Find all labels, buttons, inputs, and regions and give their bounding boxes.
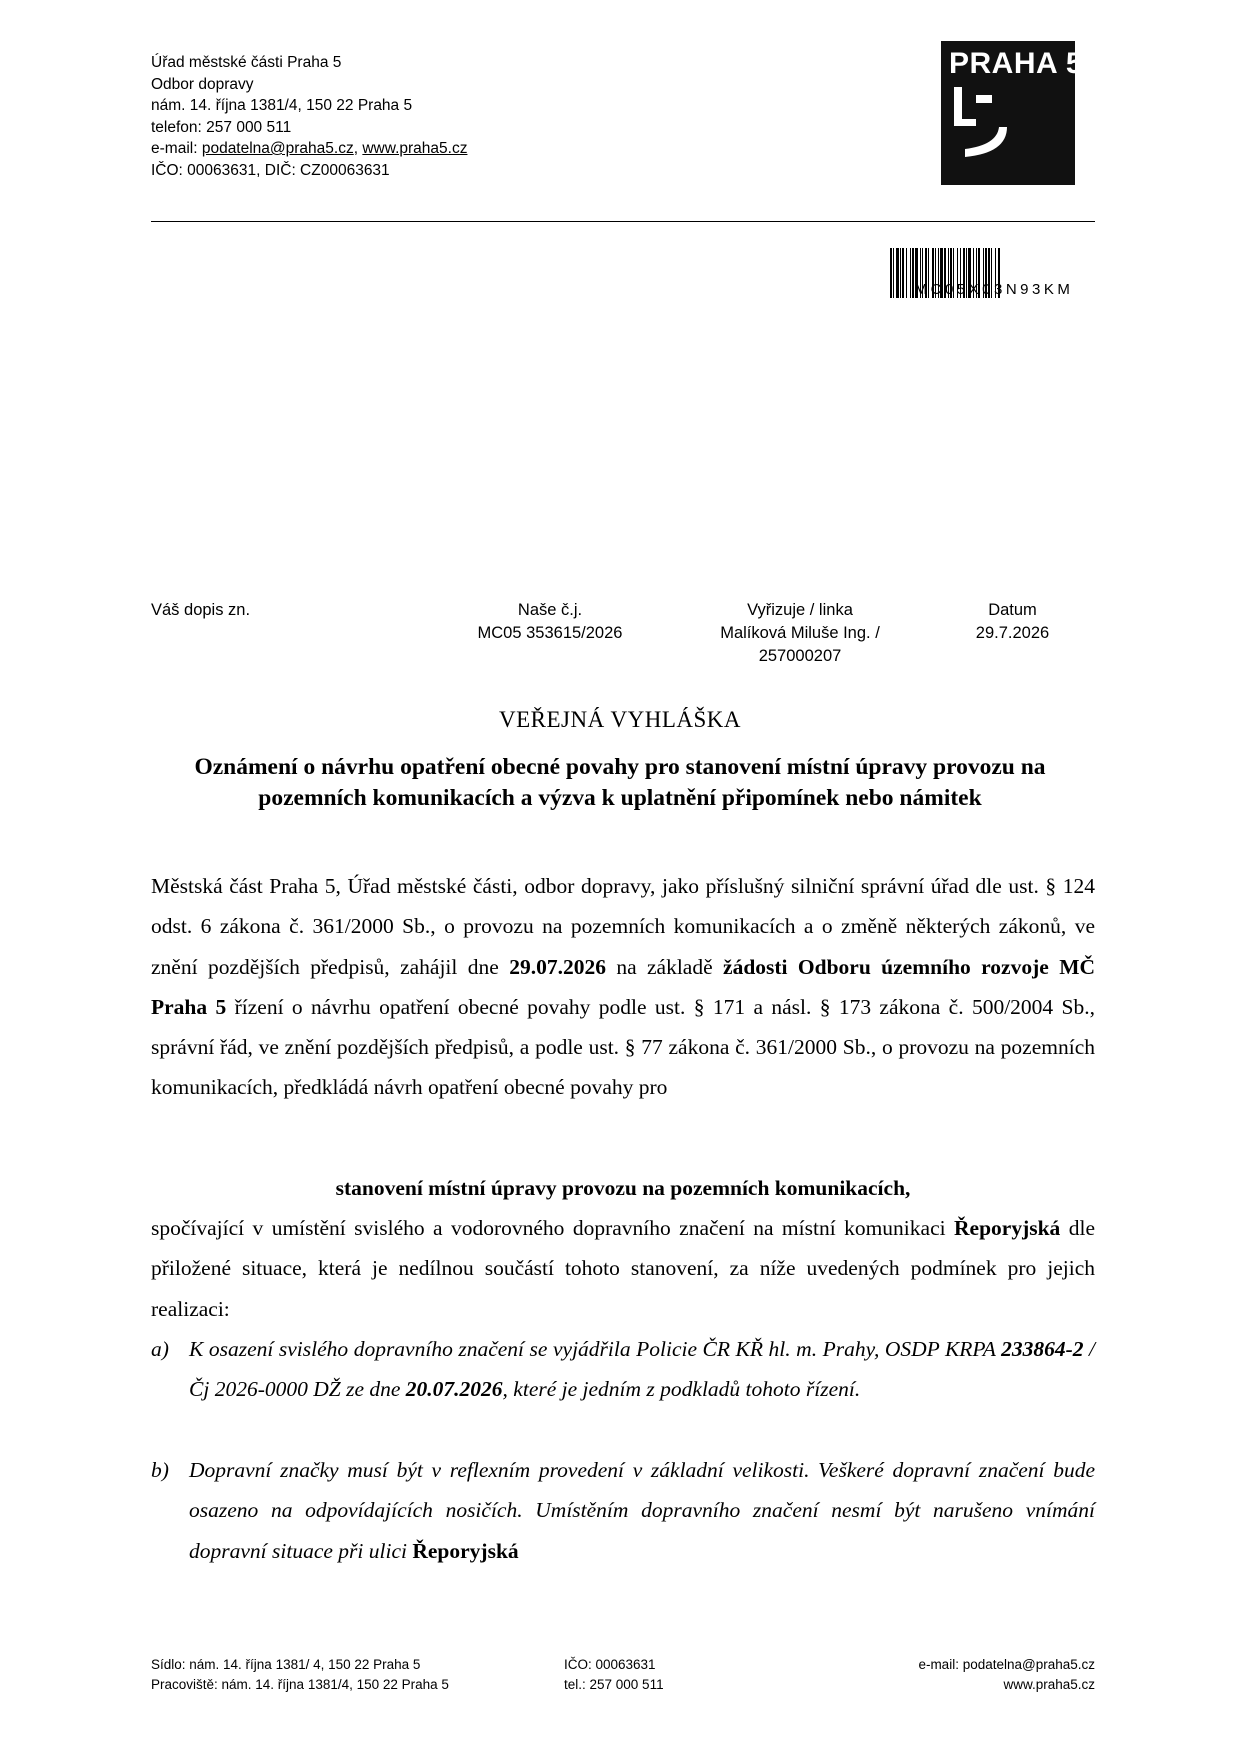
meta-your-ref: Váš dopis zn. <box>151 601 251 619</box>
condition-b-label: b) <box>151 1458 169 1482</box>
meta-date: Datum 29.7.2026 <box>950 599 1075 645</box>
handled-by-name: Malíková Miluše Ing. / <box>720 624 880 642</box>
footer-contacts <box>860 1655 1095 1695</box>
document-heading: VEŘEJNÁ VYHLÁŠKA <box>498 707 742 732</box>
sender-email-link[interactable]: podatelna@praha5.cz <box>201 140 354 157</box>
body-paragraph-3: spočívající v umístění svislého a vodorovného dopravního značení na místní komunikaci Řeporyjská dle přiložené situace, která je nedílnou součástí tohoto stanovení, za níže uvedených podmínek pro jejich realizaci: <box>151 1216 1095 1321</box>
sender-ico-dic: IČO: 00063631, DIČ: CZ00063631 <box>151 161 390 179</box>
meta-handled-by: Vyřizuje / linka Malíková Miluše Ing. / 257000207 <box>680 599 920 668</box>
condition-b-text: Dopravní značky musí být v reflexním provedení v základní velikosti. Veškeré dopravní značení bude osazeno na odpovídajících nosičích. Umístěním dopravního značení nesmí být narušeno vnímání dopravní situace při ulici Řeporyjská <box>189 1458 1095 1563</box>
logo-mark-icon <box>941 41 1075 185</box>
document-subheading: Oznámení o návrhu opatření obecné povahy pro stanovení místní úpravy provozu na pozemních komunikacích a výzva k uplatnění připomínek nebo námitek <box>194 754 1046 811</box>
handled-by-phone: 257000207 <box>758 647 842 665</box>
sender-contacts: e-mail: podatelna@praha5.cz, www.praha5.cz <box>151 140 468 157</box>
body-paragraph-1: Městská část Praha 5, Úřad městské části, odbor dopravy, jako příslušný silniční správní úřad dle ust. § 124 odst. 6 zákona č. 361/2000 Sb., o provozu na pozemních komunikacích a o změně některých zákonů, ve znění pozdějších předpisů, zahájil dne 29.07.2026 na základě žádosti Odboru územního rozvoje MČ Praha 5 řízení o návrhu opatření obecné povahy podle ust. § 171 a násl. § 173 zákona č. 500/2004 Sb., správní řád, ve znění pozdějších předpisů, a podle ust. § 77 zákona č. 361/2000 Sb., o provozu na pozemních komunikacích, předkládá návrh opatření obecné povahy pro <box>151 874 1096 1100</box>
praha5-logo <box>941 41 1084 185</box>
footer-email-link[interactable]: e-mail: podatelna@praha5.cz <box>918 1657 1095 1672</box>
logo-text: PRAHA 5 <box>949 47 1084 80</box>
sender-address <box>151 52 467 181</box>
sender-web-link[interactable]: www.praha5.cz <box>362 140 468 157</box>
condition-a-label: a) <box>151 1337 169 1361</box>
footer-address: Sídlo: nám. 14. října 1381/ 4, 150 22 Praha 5 Pracoviště: nám. 14. října 1381/4, 150 22 Praha 5 <box>151 1657 449 1692</box>
condition-a-text: K osazení svislého dopravního značení se vyjádřila Policie ČR KŘ hl. m. Prahy, OSDP KRPA 233864-2 /Čj 2026-0000 DŽ ze dne 20.07.2026, které je jedním z podkladů tohoto řízení. <box>189 1337 1095 1402</box>
footer-web-link[interactable]: www.praha5.cz <box>1003 1677 1095 1692</box>
body-subject: stanovení místní úpravy provozu na pozemních komunikacích, <box>335 1176 911 1200</box>
sender-street: nám. 14. října 1381/4, 150 22 Praha 5 <box>151 97 413 114</box>
header-divider <box>151 221 1095 222</box>
meta-our-ref: Naše č.j. MC05 353615/2026 <box>440 599 660 645</box>
our-ref-number: MC05 353615/2026 <box>477 624 623 642</box>
sender-office: Úřad městské části Praha 5 <box>151 54 342 71</box>
document-date: 29.7.2026 <box>975 624 1050 642</box>
sender-phone: telefon: 257 000 511 <box>151 118 292 136</box>
barcode-code: MC05X03N93KM <box>914 281 1074 298</box>
footer-ids: IČO: 00063631 tel.: 257 000 511 <box>564 1657 664 1692</box>
sender-department: Odbor dopravy <box>151 75 254 93</box>
